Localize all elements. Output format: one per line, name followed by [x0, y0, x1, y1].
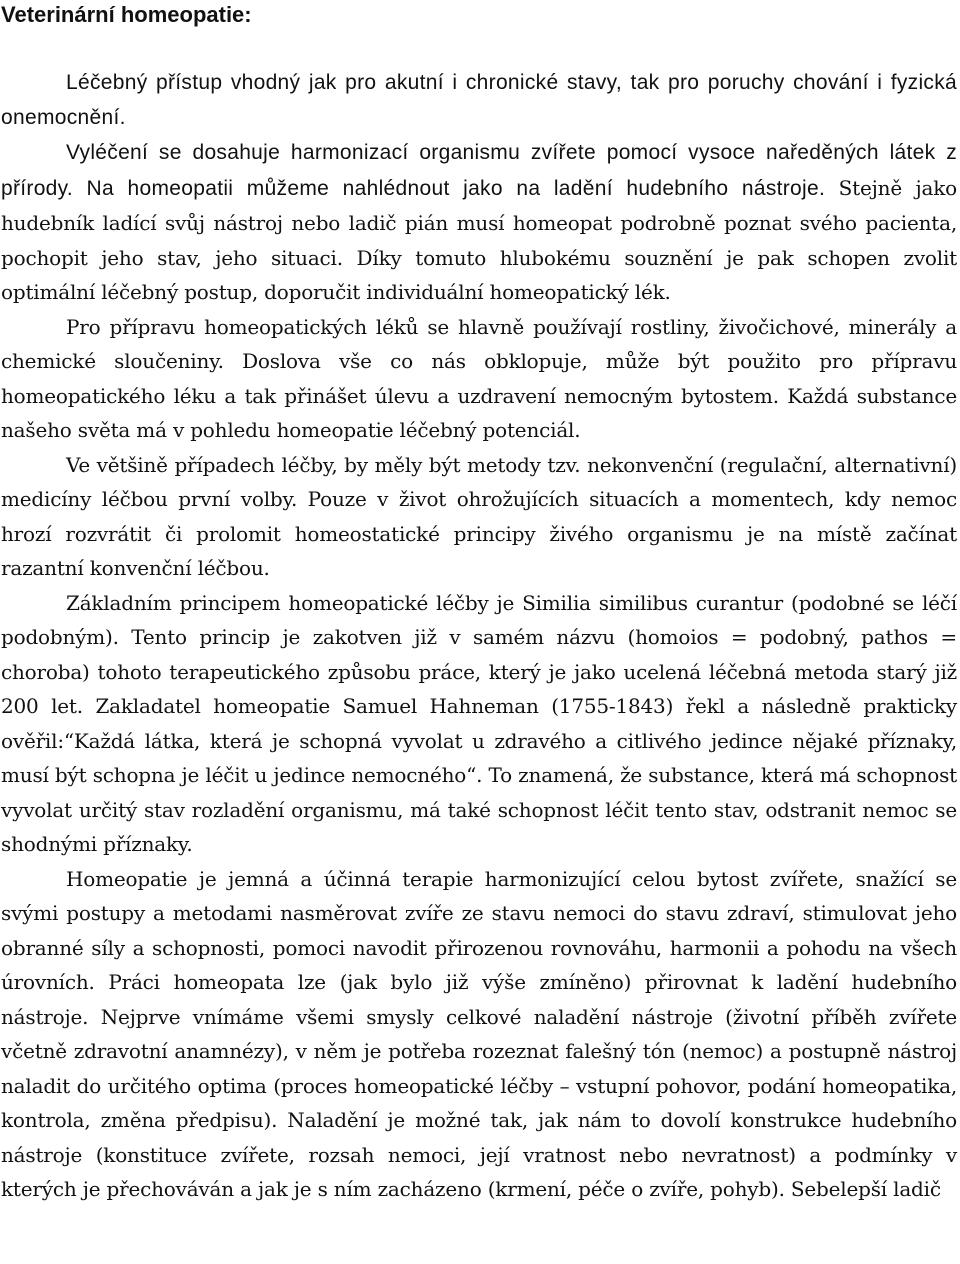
paragraph-2-text-a: Vyléčení se dosahuje harmonizací organismu zvířete pomocí vysoce naředěných látek z přírody. Na homeopatii můžeme nahlédnout jako na ladění hudebního nástroje. [1, 141, 957, 200]
paragraph-5 [1, 586, 957, 862]
paragraph-1 [1, 66, 957, 135]
paragraph-1-text: Léčebný přístup vhodný jak pro akutní i chronické stavy, tak pro poruchy chování i fyzická onemocnění. [1, 71, 957, 129]
paragraph-3-text: Pro přípravu homeopatických léků se hlavně používají rostliny, živočichové, minerály a chemické sloučeniny. Doslova vše co nás obklopuje, může být použito pro přípravu homeopatického léku a tak přinášet úlevu a uzdravení nemocným bytostem. Každá substance našeho světa má v pohledu homeopatie léčebný potenciál. [1, 314, 957, 442]
paragraph-6-text: Homeopatie je jemná a účinná terapie harmonizující celou bytost zvířete, snažící se svými postupy a metodami nasměrovat zvíře ze stavu nemoci do stavu zdraví, stimulovat jeho obranné síly a schopnosti, pomoci navodit přirozenou rovnováhu, harmonii a pohodu na všech úrovních. Práci homeopata lze (jak bylo již výše zmíněno) přirovnat k ladění hudebního nástroje. Nejprve vnímáme všemi smysly celkové naladění nástroje (životní příběh zvířete včetně zdravotní anamnézy), v něm je potřeba rozeznat falešný tón (nemoc) a postupně nástroj naladit do určitého optima (proces homeopatické léčby – vstupní pohovor, podání homeopatika, kontrola, změna předpisu). Naladění je možné tak, jak nám to dovolí konstrukce hudebního nástroje (konstituce zvířete, rozsah nemoci, její vratnost nebo nevratnost) a podmínky v kterých je přechováván a jak je s ním zacházeno (krmení, péče o zvíře, pohyb). Sebelepší ladič [1, 866, 957, 1201]
paragraph-4-text: Ve většině případech léčby, by měly být metody tzv. nekonvenční (regulační, alternativní) medicíny léčbou první volby. Pouze v život ohrožujících situacích a momentech, kdy nemoc hrozí rozvrátit či prolomit homeostatické principy živého organismu je na místě začínat razantní konvenční léčbou. [1, 452, 957, 580]
paragraph-2-text-b: Stejně jako hudebník ladící svůj nástroj nebo ladič pián musí homeopat podrobně poznat svého pacienta, pochopit jeho stav, jeho situaci. Díky tomuto hlubokému souznění je pak schopen zvolit optimální léčebný postup, doporučit individuální homeopatický lék. [1, 175, 958, 304]
paragraph-6 [1, 862, 957, 1207]
paragraph-4 [1, 448, 957, 586]
paragraph-3 [1, 310, 957, 448]
paragraph-5-text: Základním principem homeopatické léčby je Similia similibus curantur (podobné se léčí podobným). Tento princip je zakotven již v samém názvu (homoios = podobný, pathos = choroba) tohoto terapeutického způsobu práce, který je jako ucelená léčebná metoda starý již 200 let. Zakladatel homeopatie Samuel Hahneman (1755-1843) řekl a následně prakticky ověřil:“Každá látka, která je schopná vyvolat u zdravého a citlivého jedince nějaké příznaky, musí být schopna je léčit u jedince nemocného“. To znamená, že substance, která má schopnost vyvolat určitý stav rozladění organismu, má také schopnost léčit tento stav, odstranit nemoc se shodnými příznaky. [1, 590, 957, 856]
document-title: Veterinární homeopatie: [1, 2, 252, 27]
paragraph-2 [1, 135, 957, 310]
